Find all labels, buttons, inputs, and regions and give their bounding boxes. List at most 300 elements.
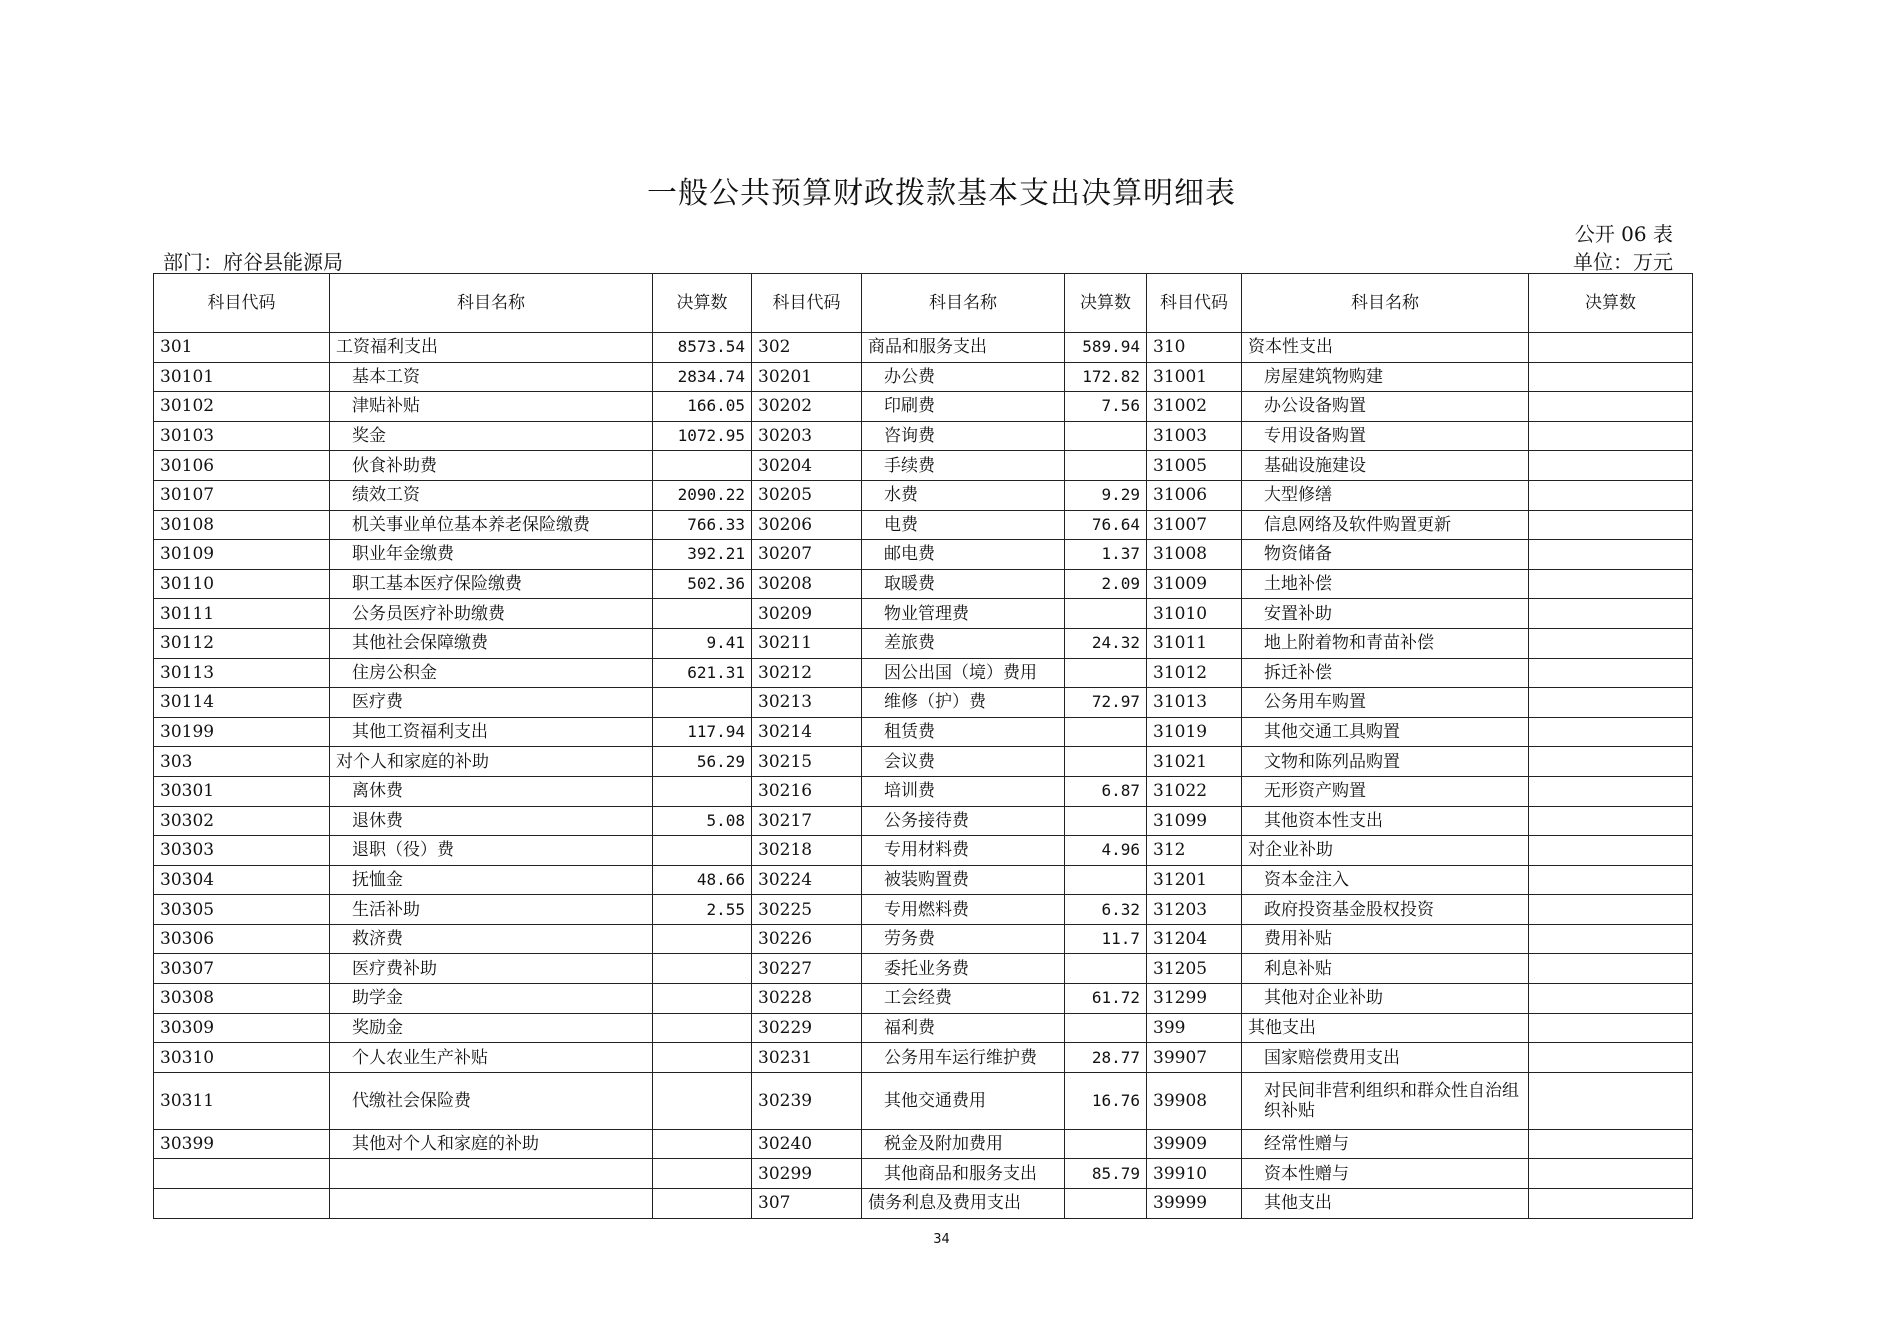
code-cell: 30304 [154,865,330,895]
amount-cell: 392.21 [653,540,752,570]
name-cell: 离休费 [330,776,653,806]
amount-cell [1529,688,1693,718]
code-cell: 30114 [154,688,330,718]
amount-cell [1529,569,1693,599]
amount-cell [653,1159,752,1189]
code-cell: 30206 [752,510,862,540]
code-cell: 30225 [752,895,862,925]
name-cell: 安置补助 [1242,599,1529,629]
code-cell: 31002 [1147,392,1242,422]
name-cell: 其他对个人和家庭的补助 [330,1129,653,1159]
name-cell: 因公出国（境）费用 [862,658,1065,688]
name-cell: 水费 [862,480,1065,510]
amount-cell [1065,658,1147,688]
code-cell: 30205 [752,480,862,510]
name-cell: 奖金 [330,421,653,451]
amount-cell [653,599,752,629]
amount-cell: 48.66 [653,865,752,895]
table-row [154,658,1693,688]
amount-cell: 117.94 [653,717,752,747]
name-cell: 土地补偿 [1242,569,1529,599]
code-cell: 31013 [1147,688,1242,718]
amount-cell [1529,1043,1693,1073]
table-row [154,628,1693,658]
amount-cell: 6.87 [1065,776,1147,806]
amount-cell [653,776,752,806]
code-cell: 301 [154,333,330,363]
amount-cell: 2.09 [1065,569,1147,599]
code-cell: 30110 [154,569,330,599]
name-cell: 其他交通工具购置 [1242,717,1529,747]
name-cell: 其他支出 [1242,1013,1529,1043]
amount-cell [1065,421,1147,451]
department-label: 部门：府谷县能源局 [163,250,343,274]
code-cell: 31019 [1147,717,1242,747]
code-cell: 30227 [752,954,862,984]
name-cell: 医疗费补助 [330,954,653,984]
code-cell: 30211 [752,628,862,658]
budget-table [153,273,1693,1219]
amount-cell [1529,984,1693,1014]
code-cell: 31012 [1147,658,1242,688]
name-cell: 税金及附加费用 [862,1129,1065,1159]
name-cell: 物资储备 [1242,540,1529,570]
amount-cell [1529,1072,1693,1129]
name-cell: 基本工资 [330,362,653,392]
header-amount-1: 决算数 [653,274,752,333]
name-cell: 拆迁补偿 [1242,658,1529,688]
code-cell: 39907 [1147,1043,1242,1073]
code-cell: 30102 [154,392,330,422]
amount-cell [1065,865,1147,895]
name-cell: 其他工资福利支出 [330,717,653,747]
code-cell: 30218 [752,836,862,866]
code-cell: 31203 [1147,895,1242,925]
name-cell: 对个人和家庭的补助 [330,747,653,777]
table-row [154,333,1693,363]
amount-cell [1529,836,1693,866]
amount-cell: 1072.95 [653,421,752,451]
code-cell: 31099 [1147,806,1242,836]
amount-cell [1529,658,1693,688]
code-cell: 30214 [752,717,862,747]
amount-cell: 9.41 [653,628,752,658]
amount-cell [1529,1159,1693,1189]
amount-cell: 2834.74 [653,362,752,392]
code-cell [154,1189,330,1219]
name-cell [330,1189,653,1219]
code-cell: 31008 [1147,540,1242,570]
amount-cell [653,1043,752,1073]
code-cell: 30226 [752,924,862,954]
table-row [154,510,1693,540]
code-cell: 30103 [154,421,330,451]
name-cell: 救济费 [330,924,653,954]
amount-cell [1529,1129,1693,1159]
name-cell: 资本金注入 [1242,865,1529,895]
name-cell: 其他资本性支出 [1242,806,1529,836]
code-cell: 31021 [1147,747,1242,777]
code-cell: 30239 [752,1072,862,1129]
code-cell: 30209 [752,599,862,629]
name-cell: 代缴社会保险费 [330,1072,653,1129]
name-cell: 差旅费 [862,628,1065,658]
name-cell: 办公设备购置 [1242,392,1529,422]
name-cell: 福利费 [862,1013,1065,1043]
header-amount-3: 决算数 [1529,274,1693,333]
table-row [154,1013,1693,1043]
name-cell: 退职（役）费 [330,836,653,866]
name-cell: 其他交通费用 [862,1072,1065,1129]
code-cell: 31006 [1147,480,1242,510]
amount-cell [1065,1013,1147,1043]
name-cell: 利息补贴 [1242,954,1529,984]
code-cell: 30311 [154,1072,330,1129]
name-cell: 津贴补贴 [330,392,653,422]
code-cell: 30224 [752,865,862,895]
code-cell: 30229 [752,1013,862,1043]
code-cell: 30108 [154,510,330,540]
table-row [154,806,1693,836]
code-cell: 30201 [752,362,862,392]
code-cell: 302 [752,333,862,363]
amount-cell: 7.56 [1065,392,1147,422]
code-cell: 30216 [752,776,862,806]
amount-cell [1065,747,1147,777]
name-cell: 职业年金缴费 [330,540,653,570]
name-cell: 其他社会保障缴费 [330,628,653,658]
name-cell: 退休费 [330,806,653,836]
amount-cell [1529,1189,1693,1219]
amount-cell: 502.36 [653,569,752,599]
name-cell: 会议费 [862,747,1065,777]
name-cell: 职工基本医疗保险缴费 [330,569,653,599]
code-cell: 30303 [154,836,330,866]
name-cell: 对企业补助 [1242,836,1529,866]
table-row [154,865,1693,895]
amount-cell [1529,628,1693,658]
amount-cell [1065,451,1147,481]
table-row [154,1189,1693,1219]
code-cell: 39909 [1147,1129,1242,1159]
name-cell: 印刷费 [862,392,1065,422]
table-row [154,599,1693,629]
name-cell: 维修（护）费 [862,688,1065,718]
name-cell: 委托业务费 [862,954,1065,984]
table-row [154,421,1693,451]
amount-cell [1065,954,1147,984]
name-cell: 债务利息及费用支出 [862,1189,1065,1219]
code-cell: 30113 [154,658,330,688]
table-row [154,1159,1693,1189]
name-cell: 办公费 [862,362,1065,392]
amount-cell: 766.33 [653,510,752,540]
amount-cell [1529,421,1693,451]
code-cell: 30399 [154,1129,330,1159]
code-cell: 30112 [154,628,330,658]
name-cell: 经常性赠与 [1242,1129,1529,1159]
code-cell: 30240 [752,1129,862,1159]
name-cell: 房屋建筑物购建 [1242,362,1529,392]
amount-cell [653,688,752,718]
table-row [154,776,1693,806]
code-cell: 30305 [154,895,330,925]
name-cell: 商品和服务支出 [862,333,1065,363]
amount-cell [1529,806,1693,836]
amount-cell [1529,362,1693,392]
name-cell: 公务用车运行维护费 [862,1043,1065,1073]
amount-cell [1529,1013,1693,1043]
code-cell: 30307 [154,954,330,984]
code-cell: 30109 [154,540,330,570]
amount-cell [1529,510,1693,540]
amount-cell [1065,1189,1147,1219]
name-cell [330,1159,653,1189]
name-cell: 生活补助 [330,895,653,925]
table-row [154,362,1693,392]
header-code-3: 科目代码 [1147,274,1242,333]
amount-cell [1529,480,1693,510]
amount-cell [653,1189,752,1219]
amount-cell: 5.08 [653,806,752,836]
name-cell: 文物和陈列品购置 [1242,747,1529,777]
name-cell: 邮电费 [862,540,1065,570]
code-cell: 30215 [752,747,862,777]
table-row [154,540,1693,570]
name-cell: 专用燃料费 [862,895,1065,925]
name-cell: 公务接待费 [862,806,1065,836]
amount-cell: 76.64 [1065,510,1147,540]
amount-cell [653,924,752,954]
table-row [154,1129,1693,1159]
table-row [154,392,1693,422]
table-row [154,954,1693,984]
code-cell: 39908 [1147,1072,1242,1129]
code-cell: 31009 [1147,569,1242,599]
amount-cell [653,836,752,866]
name-cell: 地上附着物和青苗补偿 [1242,628,1529,658]
name-cell: 咨询费 [862,421,1065,451]
code-cell: 30207 [752,540,862,570]
page-title: 一般公共预算财政拨款基本支出决算明细表 [647,176,1236,211]
amount-cell [1065,599,1147,629]
code-cell [154,1159,330,1189]
name-cell: 专用材料费 [862,836,1065,866]
amount-cell [1529,333,1693,363]
table-body [154,333,1693,1219]
amount-cell [653,954,752,984]
form-number: 公开 06 表 [1574,222,1673,246]
amount-cell [1529,747,1693,777]
table-row [154,717,1693,747]
name-cell: 租赁费 [862,717,1065,747]
table-row [154,688,1693,718]
amount-cell: 621.31 [653,658,752,688]
amount-cell [1529,924,1693,954]
code-cell: 30101 [154,362,330,392]
name-cell: 资本性支出 [1242,333,1529,363]
code-cell: 30106 [154,451,330,481]
amount-cell [1529,776,1693,806]
amount-cell: 24.32 [1065,628,1147,658]
code-cell: 312 [1147,836,1242,866]
code-cell: 30309 [154,1013,330,1043]
name-cell: 培训费 [862,776,1065,806]
code-cell: 31204 [1147,924,1242,954]
code-cell: 31005 [1147,451,1242,481]
amount-cell: 11.7 [1065,924,1147,954]
name-cell: 被装购置费 [862,865,1065,895]
name-cell: 手续费 [862,451,1065,481]
code-cell: 30204 [752,451,862,481]
name-cell: 其他商品和服务支出 [862,1159,1065,1189]
code-cell: 31011 [1147,628,1242,658]
code-cell: 30213 [752,688,862,718]
code-cell: 30111 [154,599,330,629]
amount-cell: 56.29 [653,747,752,777]
header-code-1: 科目代码 [154,274,330,333]
code-cell: 39999 [1147,1189,1242,1219]
name-cell: 资本性赠与 [1242,1159,1529,1189]
table-row [154,924,1693,954]
table-row [154,1072,1693,1129]
name-cell: 物业管理费 [862,599,1065,629]
table-row [154,451,1693,481]
name-cell: 奖励金 [330,1013,653,1043]
name-cell: 抚恤金 [330,865,653,895]
name-cell: 绩效工资 [330,480,653,510]
amount-cell: 6.32 [1065,895,1147,925]
amount-cell [653,1129,752,1159]
page-number: 34 [933,1232,950,1247]
name-cell: 专用设备购置 [1242,421,1529,451]
name-cell: 劳务费 [862,924,1065,954]
unit-label: 单位：万元 [1573,250,1673,274]
header-name-2: 科目名称 [862,274,1065,333]
name-cell: 大型修缮 [1242,480,1529,510]
name-cell: 电费 [862,510,1065,540]
name-cell: 基础设施建设 [1242,451,1529,481]
amount-cell [653,1072,752,1129]
amount-cell: 2.55 [653,895,752,925]
code-cell: 30107 [154,480,330,510]
amount-cell: 1.37 [1065,540,1147,570]
amount-cell [653,451,752,481]
amount-cell: 4.96 [1065,836,1147,866]
name-cell: 无形资产购置 [1242,776,1529,806]
code-cell: 30310 [154,1043,330,1073]
name-cell: 工资福利支出 [330,333,653,363]
code-cell: 31001 [1147,362,1242,392]
amount-cell [1529,451,1693,481]
code-cell: 30302 [154,806,330,836]
amount-cell [1065,717,1147,747]
amount-cell [1529,895,1693,925]
code-cell: 30217 [752,806,862,836]
code-cell: 31003 [1147,421,1242,451]
amount-cell [1529,599,1693,629]
code-cell: 30231 [752,1043,862,1073]
code-cell: 30208 [752,569,862,599]
name-cell: 费用补贴 [1242,924,1529,954]
table-row [154,1043,1693,1073]
code-cell: 31007 [1147,510,1242,540]
name-cell: 公务用车购置 [1242,688,1529,718]
code-cell: 307 [752,1189,862,1219]
amount-cell [1529,717,1693,747]
code-cell: 30299 [752,1159,862,1189]
amount-cell: 61.72 [1065,984,1147,1014]
code-cell: 30306 [154,924,330,954]
amount-cell [653,1013,752,1043]
name-cell: 国家赔偿费用支出 [1242,1043,1529,1073]
name-cell: 伙食补助费 [330,451,653,481]
name-cell: 医疗费 [330,688,653,718]
amount-cell [1529,865,1693,895]
name-cell: 信息网络及软件购置更新 [1242,510,1529,540]
table-row [154,836,1693,866]
amount-cell [1529,392,1693,422]
name-cell: 工会经费 [862,984,1065,1014]
amount-cell [1065,1129,1147,1159]
code-cell: 30212 [752,658,862,688]
code-cell: 39910 [1147,1159,1242,1189]
name-cell: 个人农业生产补贴 [330,1043,653,1073]
code-cell: 31010 [1147,599,1242,629]
name-cell: 机关事业单位基本养老保险缴费 [330,510,653,540]
amount-cell [1529,540,1693,570]
code-cell: 30308 [154,984,330,1014]
amount-cell: 172.82 [1065,362,1147,392]
code-cell: 30203 [752,421,862,451]
code-cell: 30228 [752,984,862,1014]
code-cell: 399 [1147,1013,1242,1043]
table-row [154,569,1693,599]
amount-cell [1529,954,1693,984]
name-cell: 其他支出 [1242,1189,1529,1219]
code-cell: 31201 [1147,865,1242,895]
table-header-row [154,274,1693,333]
table-row [154,480,1693,510]
code-cell: 31022 [1147,776,1242,806]
code-cell: 30202 [752,392,862,422]
table-row [154,895,1693,925]
name-cell: 政府投资基金股权投资 [1242,895,1529,925]
header-code-2: 科目代码 [752,274,862,333]
header-name-3: 科目名称 [1242,274,1529,333]
code-cell: 31299 [1147,984,1242,1014]
table-row [154,984,1693,1014]
name-cell: 取暖费 [862,569,1065,599]
amount-cell: 72.97 [1065,688,1147,718]
amount-cell: 16.76 [1065,1072,1147,1129]
amount-cell: 589.94 [1065,333,1147,363]
name-cell: 住房公积金 [330,658,653,688]
header-name-1: 科目名称 [330,274,653,333]
amount-cell: 9.29 [1065,480,1147,510]
amount-cell [653,984,752,1014]
code-cell: 310 [1147,333,1242,363]
amount-cell [1065,806,1147,836]
code-cell: 303 [154,747,330,777]
name-cell: 公务员医疗补助缴费 [330,599,653,629]
code-cell: 30301 [154,776,330,806]
amount-cell: 2090.22 [653,480,752,510]
code-cell: 31205 [1147,954,1242,984]
header-amount-2: 决算数 [1065,274,1147,333]
table-row [154,747,1693,777]
name-cell: 对民间非营利组织和群众性自治组织补贴 [1242,1072,1529,1129]
